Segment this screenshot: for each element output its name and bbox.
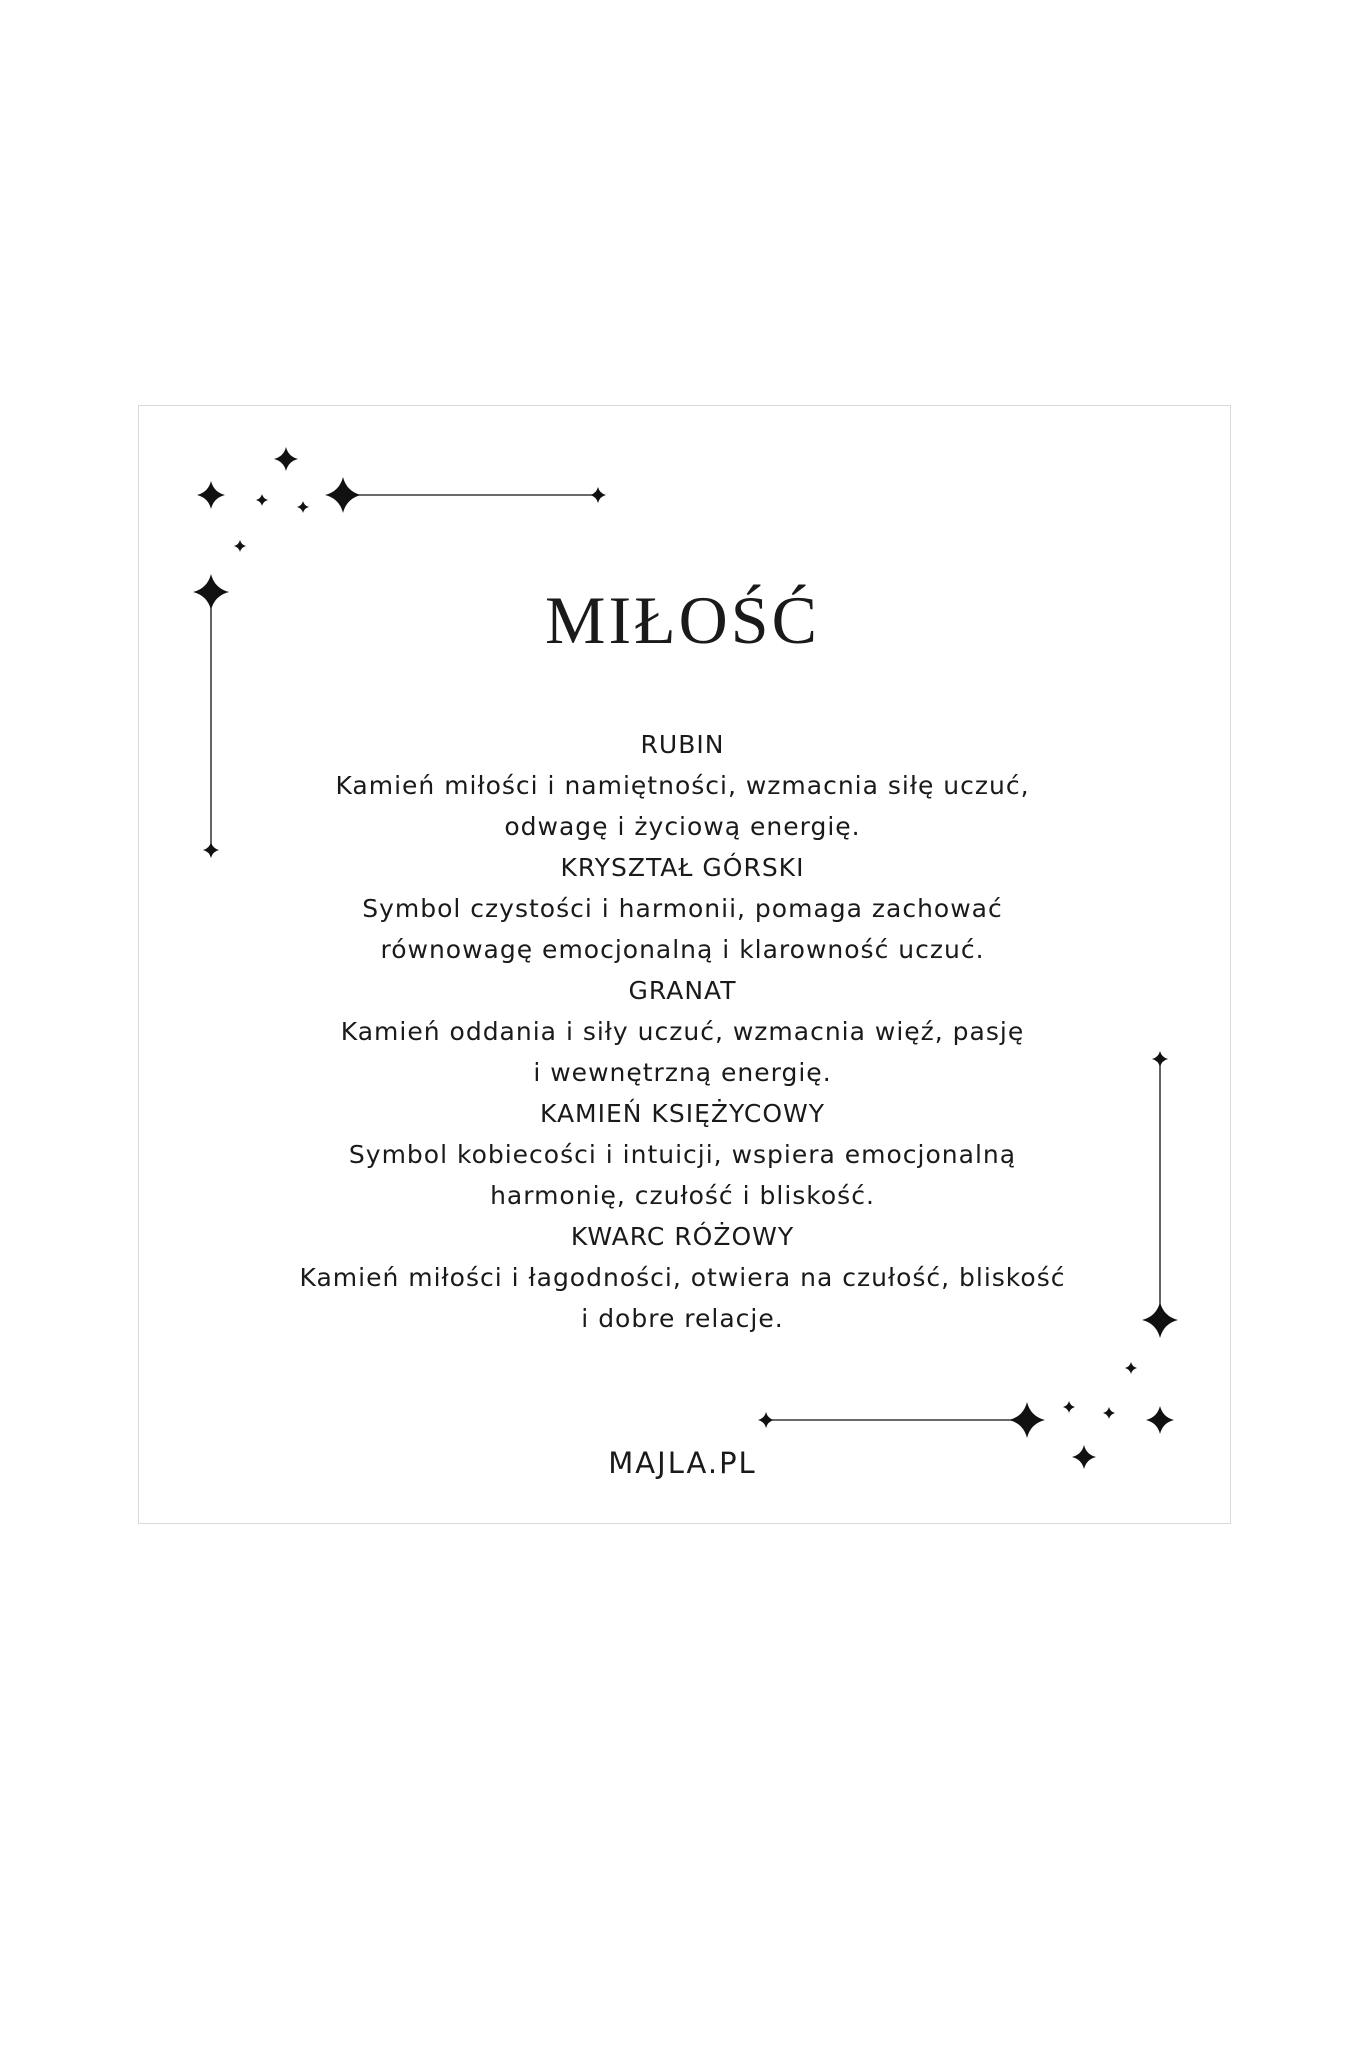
page-title: MIŁOŚĆ: [545, 582, 820, 658]
brand-footer: MAJLA.PL: [608, 1446, 757, 1480]
section-heading-rubin: RUBIN: [640, 730, 725, 759]
section-text-rubin-2: odwagę i życiową energię.: [504, 812, 861, 841]
section-text-kwarc-rozowy-2: i dobre relacje.: [581, 1304, 784, 1333]
section-text-granat-2: i wewnętrzną energię.: [533, 1058, 832, 1087]
section-heading-granat: GRANAT: [628, 976, 737, 1005]
section-text-krysztal-gorski-1: Symbol czystości i harmonii, pomaga zachować: [362, 894, 1003, 923]
section-text-kwarc-rozowy-1: Kamień miłości i łagodności, otwiera na czułość, bliskość: [299, 1263, 1066, 1292]
section-heading-kamien-ksiezycowy: KAMIEŃ KSIĘŻYCOWY: [539, 1099, 826, 1128]
stone-descriptions: [0, 724, 1365, 1339]
section-text-kamien-ksiezycowy-1: Symbol kobiecości i intuicji, wspiera emocjonalną: [348, 1140, 1017, 1169]
section-heading-krysztal-gorski: KRYSZTAŁ GÓRSKI: [560, 853, 805, 882]
section-heading-kwarc-rozowy: KWARC RÓŻOWY: [570, 1222, 795, 1251]
section-text-granat-1: Kamień oddania i siły uczuć, wzmacnia więź, pasję: [340, 1017, 1025, 1046]
section-text-rubin-1: Kamień miłości i namiętności, wzmacnia siłę uczuć,: [335, 771, 1030, 800]
section-text-krysztal-gorski-2: równowagę emocjonalną i klarowność uczuć.: [380, 935, 985, 964]
section-text-kamien-ksiezycowy-2: harmonię, czułość i bliskość.: [490, 1181, 875, 1210]
